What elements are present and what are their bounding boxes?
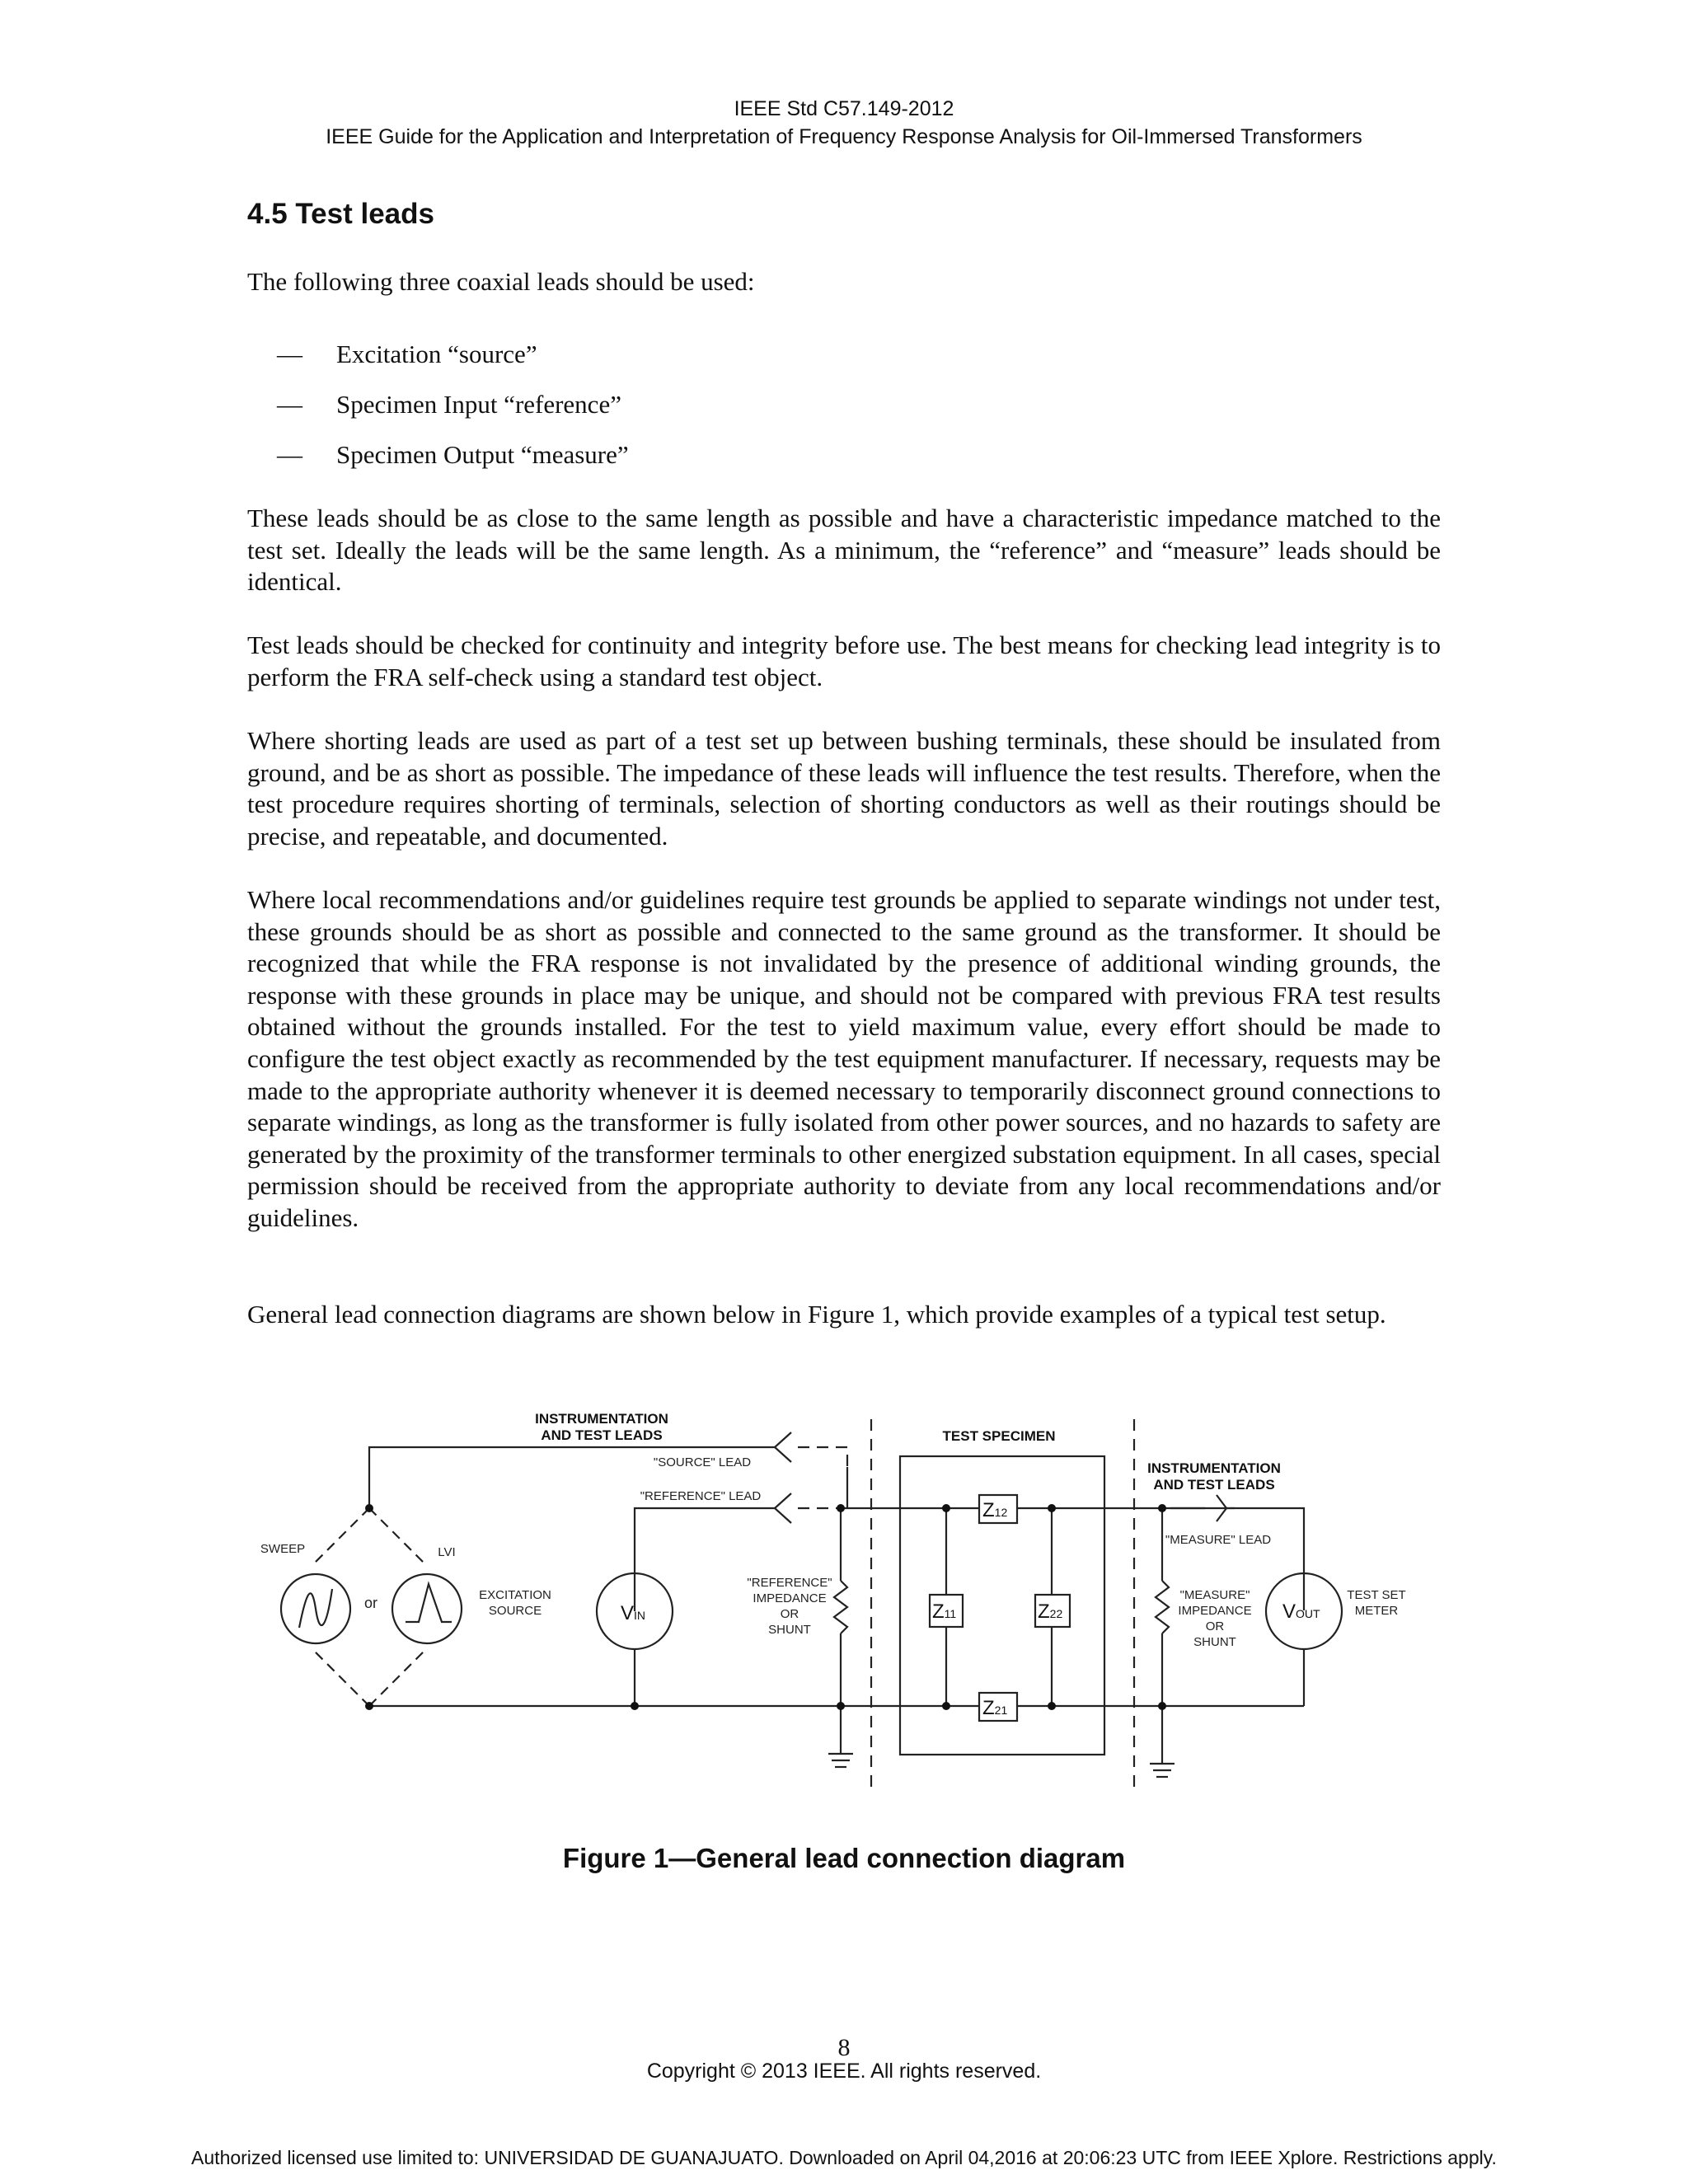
test-set-meter-label-2: METER: [1354, 1604, 1399, 1618]
vin-symbol: [621, 1602, 645, 1624]
copyright-notice: Copyright © 2013 IEEE. All rights reserved.: [646, 2060, 1042, 2083]
paragraph: These leads should be as close to the same length as possible and have a characteristic impedance matched to the test set. Ideally the leads will be the same length. As a minimum, the “reference” and “measure” leads should be identical.: [247, 504, 1441, 597]
header-standard: IEEE Std C57.149-2012: [734, 97, 954, 120]
z12-label: [982, 1499, 1007, 1521]
excitation-source-label-2: SOURCE: [488, 1604, 542, 1618]
z11-label: [932, 1601, 956, 1623]
header-title: IEEE Guide for the Application and Interpretation of Frequency Response Analysis for Oil-Immersed Transformers: [326, 125, 1362, 148]
license-footer: Authorized licensed use limited to: UNIVERSIDAD DE GUANAJUATO. Downloaded on April 04,2016 at 20:06:23 UTC from IEEE Xplore. Restrictions apply.: [191, 2147, 1497, 2168]
instrumentation-left-label-2: AND TEST LEADS: [541, 1427, 663, 1443]
reference-impedance-label: "REFERENCE": [747, 1576, 832, 1590]
z12-subscript: 12: [994, 1506, 1008, 1519]
z22-subscript: 22: [1049, 1607, 1063, 1620]
vout-main: V: [1282, 1601, 1296, 1623]
measure-impedance-label-4: SHUNT: [1193, 1635, 1236, 1649]
reference-lead-label: "REFERENCE" LEAD: [640, 1489, 762, 1503]
sweep-label: SWEEP: [260, 1542, 306, 1556]
intro-text: The following three coaxial leads should be used:: [247, 267, 755, 296]
bullet-dash: —: [277, 340, 302, 368]
paragraph: Test leads should be checked for continuity and integrity before use. The best means for checking lead integrity is to perform the FRA self-check using a standard test object.: [247, 630, 1441, 691]
bullet-dash: —: [277, 390, 302, 419]
figure-caption: Figure 1—General lead connection diagram: [562, 1843, 1126, 1873]
reference-impedance-label-2: IMPEDANCE: [753, 1591, 827, 1605]
source-lead-label: "SOURCE" LEAD: [653, 1455, 752, 1469]
section-title: 4.5 Test leads: [247, 198, 434, 230]
bullet-text: Excitation “source”: [336, 340, 537, 368]
bullet-text: Specimen Output “measure”: [336, 440, 629, 469]
vout-subscript: OUT: [1296, 1607, 1320, 1620]
paragraph: Where shorting leads are used as part of a test set up between bushing terminals, these should be insulated from ground, and be as short as possible. The impedance of these leads will influence the test results. Therefore, when the test procedure requires shorting of terminals, selection of shorting conductors as well as their routings should be precise, and repeatable, and documented.: [247, 726, 1441, 851]
z11-main: Z: [932, 1601, 945, 1623]
measure-impedance-label-2: IMPEDANCE: [1178, 1604, 1252, 1618]
paragraph: Where local recommendations and/or guidelines require test grounds be applied to separate windings not under test, these grounds should be as short as possible and connected to the same ground as the transformer. It should be recognized that while the FRA response is not invalidated by the presence of additional winding grounds, the response with these grounds in place may be unique, and should not be compared with previous FRA test results obtained without the grounds installed. For the test to yield maximum value, every effort should be made to configure the test object exactly as recommended by the test equipment manufacturer. If necessary, requests may be made to the appropriate authority whenever it is deemed necessary to temporarily disconnect ground connections to separate windings, as long as the transformer is fully isolated from other power sources, and no hazards to safety are generated by the proximity of the transformer terminals to other energized substation equipment. In all cases, special permission should be received from the appropriate authority to deviate from any local recommendations and/or guidelines.: [247, 885, 1441, 1232]
or-label: or: [363, 1595, 378, 1611]
z21-subscript: 21: [994, 1704, 1008, 1717]
lvi-label: LVI: [438, 1545, 456, 1559]
bullet-dash: —: [277, 440, 302, 469]
instrumentation-left-label: INSTRUMENTATION: [535, 1411, 668, 1427]
instrumentation-right-label: INSTRUMENTATION: [1147, 1460, 1281, 1476]
reference-impedance-label-3: OR: [780, 1607, 799, 1621]
reference-impedance-label-4: SHUNT: [768, 1623, 811, 1637]
bullet-text: Specimen Input “reference”: [336, 390, 621, 419]
vin-main: V: [621, 1602, 635, 1624]
paragraph: General lead connection diagrams are shown below in Figure 1, which provide examples of a typical test setup.: [247, 1300, 1386, 1329]
test-set-meter-label: TEST SET: [1347, 1588, 1406, 1602]
vout-symbol: [1282, 1601, 1320, 1623]
instrumentation-right-label-2: AND TEST LEADS: [1153, 1477, 1275, 1493]
page-number: 8: [837, 2034, 851, 2061]
measure-lead-label: "MEASURE" LEAD: [1165, 1533, 1272, 1547]
z21-main: Z: [982, 1697, 995, 1719]
measure-impedance-label-3: OR: [1205, 1619, 1225, 1633]
vin-subscript: IN: [634, 1609, 646, 1622]
z22-label: [1038, 1601, 1062, 1623]
test-specimen-label: TEST SPECIMEN: [942, 1428, 1056, 1444]
z11-subscript: 11: [944, 1607, 957, 1620]
z12-main: Z: [982, 1499, 995, 1521]
excitation-source-label: EXCITATION: [479, 1588, 551, 1602]
z22-main: Z: [1038, 1601, 1050, 1623]
z21-label: [982, 1697, 1007, 1719]
measure-impedance-label: "MEASURE": [1179, 1588, 1250, 1602]
